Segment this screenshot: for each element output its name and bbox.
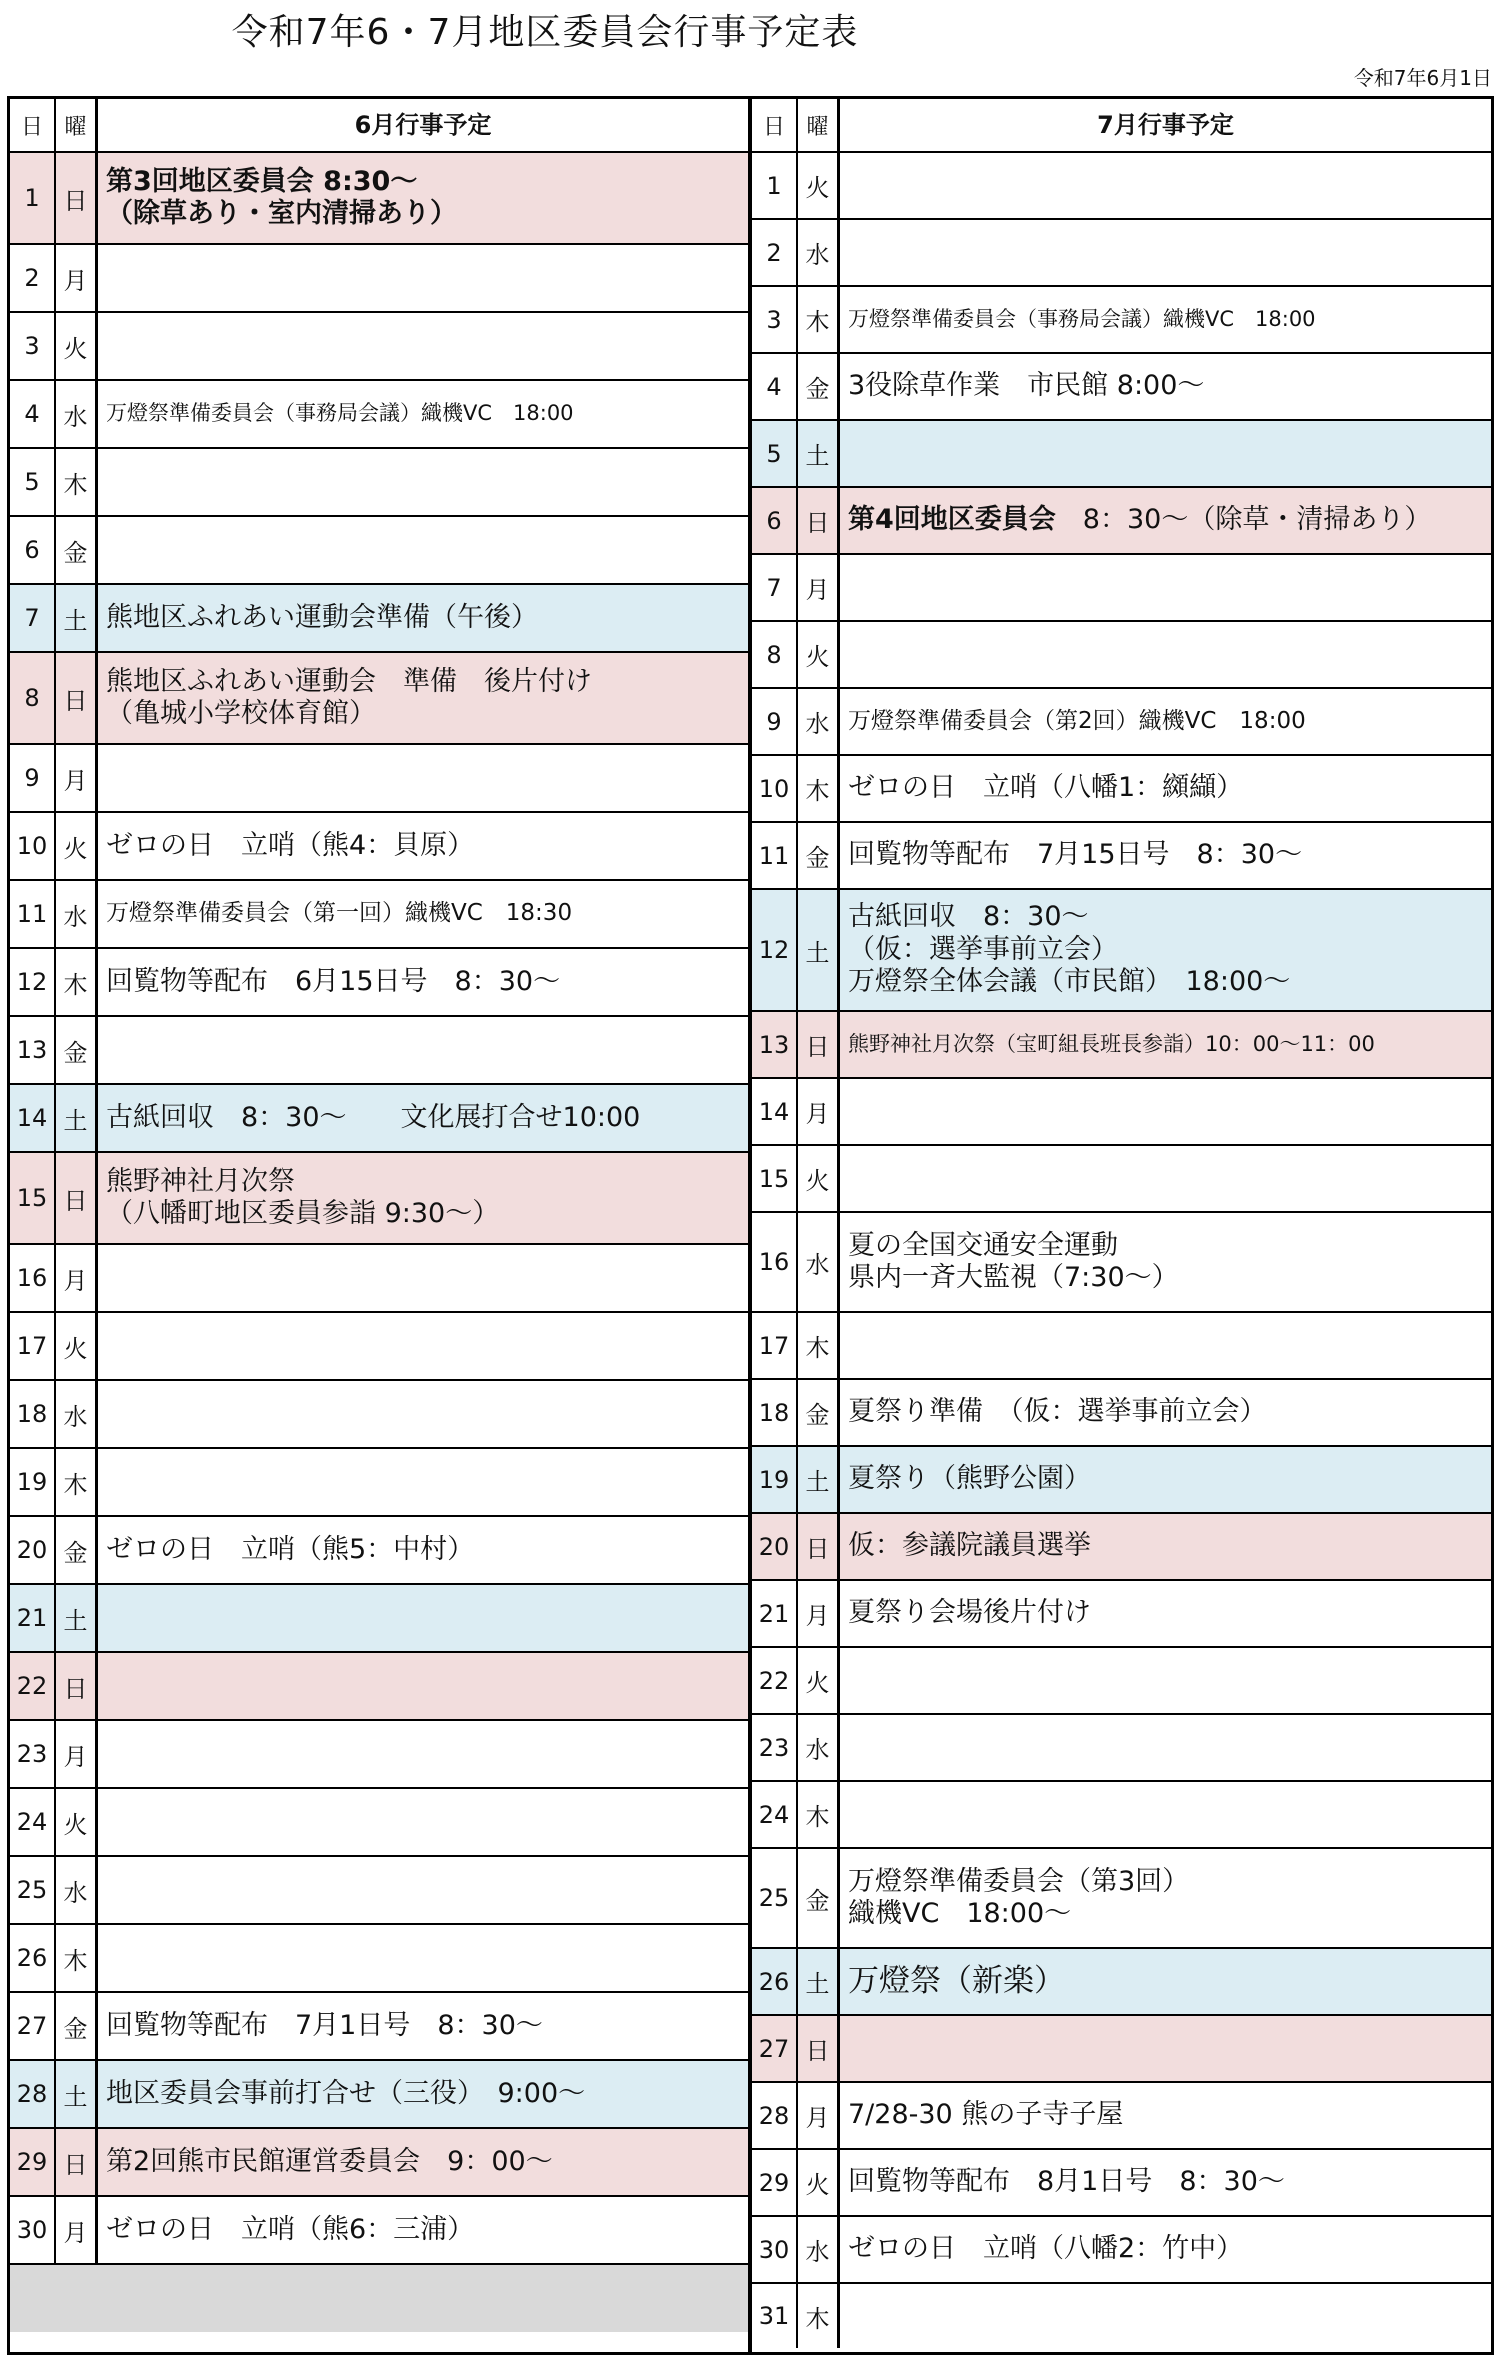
weekday-cell: 水 [56,881,98,947]
table-row [10,1585,748,1653]
table-row [10,1381,748,1449]
table-row [10,153,748,245]
weekday-cell: 水 [56,381,98,447]
weekday-cell: 日 [798,488,840,553]
event-cell [98,1017,748,1083]
june-header-row [10,99,748,153]
day-cell: 20 [752,1514,798,1579]
day-cell: 14 [752,1079,798,1144]
weekday-cell: 火 [56,813,98,879]
day-column-header: 日 [752,99,798,151]
events-column-header: 7月行事予定 [1097,110,1234,139]
weekday-cell: 月 [798,2083,840,2148]
day-cell: 9 [752,689,798,754]
weekday-cell: 日 [56,153,98,243]
event-cell: ゼロの日 立哨（八幡2：竹中） [848,2233,1244,2265]
event-cell: 地区委員会事前打合せ（三役） 9:00～ [106,2077,586,2109]
weekday-cell: 木 [798,1782,840,1847]
table-row [752,1648,1491,1715]
day-cell: 30 [752,2217,798,2282]
event-cell [840,1079,1491,1144]
table-row [10,1993,748,2061]
table-row [752,756,1491,823]
table-row [752,622,1491,689]
event-cell [98,1313,748,1379]
event-cell: ゼロの日 立哨（熊6：三浦） [106,2213,475,2245]
event-cell: 7/28-30 熊の子寺子屋 [848,2099,1124,2131]
day-cell: 29 [752,2150,798,2215]
day-cell: 18 [10,1381,56,1447]
event-cell: 回覧物等配布 8月1日号 8：30～ [848,2166,1285,2198]
table-row [752,1447,1491,1514]
table-row [10,1449,748,1517]
event-cell [840,1313,1491,1378]
table-row [752,421,1491,488]
table-row [752,1715,1491,1782]
table-row [752,2217,1491,2284]
event-cell [98,1245,748,1311]
event-cell [98,313,748,379]
weekday-cell: 月 [56,1721,98,1787]
day-cell: 5 [10,449,56,515]
day-cell: 13 [10,1017,56,1083]
table-row [752,2083,1491,2150]
weekday-cell: 金 [56,1993,98,2059]
weekday-cell: 木 [56,949,98,1015]
event-cell [98,1789,748,1855]
weekday-cell: 月 [56,745,98,811]
weekday-cell: 火 [56,313,98,379]
day-cell: 1 [10,153,56,243]
weekday-cell: 金 [798,354,840,419]
day-cell: 19 [10,1449,56,1515]
day-cell: 22 [752,1648,798,1713]
weekday-cell: 金 [56,1517,98,1583]
day-cell: 28 [752,2083,798,2148]
table-row [752,1514,1491,1581]
event-cell [98,1857,748,1923]
table-row [752,689,1491,756]
weekday-cell: 土 [56,1585,98,1651]
table-row [10,2061,748,2129]
event-cell [840,220,1491,285]
table-row [752,220,1491,287]
day-cell: 17 [10,1313,56,1379]
day-cell: 21 [752,1581,798,1646]
table-row [752,153,1491,220]
weekday-cell: 土 [56,585,98,651]
day-cell: 25 [752,1849,798,1947]
day-cell: 22 [10,1653,56,1719]
day-cell: 14 [10,1085,56,1151]
weekday-cell: 水 [798,689,840,754]
event-cell: 熊野神社月次祭（宝町組長班長参詣）10：00～11：00 [848,1031,1375,1056]
weekday-cell: 日 [798,1514,840,1579]
weekday-cell: 月 [798,1079,840,1144]
day-cell: 15 [10,1153,56,1243]
day-cell: 23 [752,1715,798,1780]
event-cell [840,421,1491,486]
table-row [10,1653,748,1721]
table-row [752,555,1491,622]
weekday-cell: 木 [56,449,98,515]
table-row [10,313,748,381]
event-cell [840,1782,1491,1847]
event-cell [840,622,1491,687]
weekday-cell: 火 [798,1648,840,1713]
weekday-cell: 水 [798,1213,840,1311]
event-cell [98,1585,748,1651]
july-header-row [752,99,1491,153]
event-cell [840,1648,1491,1713]
table-row [10,2129,748,2197]
event-cell [98,1925,748,1991]
event-cell [98,517,748,583]
day-cell: 12 [752,890,798,1010]
event-cell: ゼロの日 立哨（熊4：貝原） [106,829,475,861]
weekday-cell: 月 [56,245,98,311]
day-cell: 3 [10,313,56,379]
day-cell: 10 [752,756,798,821]
event-bold-text: 第4回地区委員会 [848,504,1056,536]
weekday-cell: 火 [798,2150,840,2215]
table-row [10,517,748,585]
day-cell: 4 [10,381,56,447]
event-cell: 回覧物等配布 7月1日号 8：30～ [106,2009,543,2041]
event-cell: 万燈祭準備委員会（第一回）織機VC 18:30 [106,900,573,927]
table-row [10,449,748,517]
weekday-cell: 火 [798,1146,840,1211]
day-cell: 24 [752,1782,798,1847]
table-row [752,488,1491,555]
event-cell [98,245,748,311]
table-row [752,823,1491,890]
event-cell: 夏の全国交通安全運動 県内一斉大監視（7:30～） [848,1229,1179,1293]
event-cell [840,2016,1491,2081]
event-cell: 回覧物等配布 6月15日号 8：30～ [106,965,561,997]
weekday-cell: 金 [56,1017,98,1083]
table-row [10,585,748,653]
table-row [10,949,748,1017]
event-cell: 熊地区ふれあい運動会準備（午後） [106,601,538,633]
event-cell: 3役除草作業 市民館 8:00～ [848,370,1205,402]
event-cell: 万燈祭（新楽） [848,1962,1065,1999]
table-row [10,745,748,813]
table-row [10,1085,748,1153]
weekday-cell: 日 [798,2016,840,2081]
day-cell: 2 [10,245,56,311]
day-cell: 7 [10,585,56,651]
day-cell: 9 [10,745,56,811]
weekday-cell: 土 [798,1949,840,2014]
weekday-cell: 火 [56,1313,98,1379]
weekday-cell: 金 [56,517,98,583]
weekday-cell: 日 [56,1653,98,1719]
table-row [752,890,1491,1012]
day-cell: 26 [10,1925,56,1991]
table-row [752,287,1491,354]
event-cell: 仮：参議院議員選挙 [848,1530,1091,1562]
day-cell: 27 [10,1993,56,2059]
table-row [10,1925,748,1993]
june-schedule-table [7,96,751,2355]
weekday-cell: 月 [56,1245,98,1311]
weekday-cell: 水 [798,1715,840,1780]
day-cell: 30 [10,2197,56,2263]
day-cell: 12 [10,949,56,1015]
day-cell: 8 [10,653,56,743]
issue-date: 令和7年6月1日 [1353,66,1492,90]
weekday-cell: 土 [798,1447,840,1512]
weekday-cell: 月 [798,555,840,620]
weekday-cell: 水 [56,1857,98,1923]
table-row [10,1017,748,1085]
table-row [752,1213,1491,1313]
day-cell: 26 [752,1949,798,2014]
event-cell [840,2284,1491,2348]
day-cell: 11 [752,823,798,888]
weekday-cell: 水 [798,2217,840,2282]
weekday-cell: 土 [798,890,840,1010]
day-cell: 17 [752,1313,798,1378]
day-cell: 29 [10,2129,56,2195]
weekday-column-header: 曜 [56,99,98,151]
page-title: 令和7年6・7月地区委員会行事予定表 [231,12,859,53]
table-row [10,881,748,949]
day-cell: 8 [752,622,798,687]
event-cell [98,1653,748,1719]
table-row [10,2197,748,2265]
day-cell: 5 [752,421,798,486]
event-cell [98,1721,748,1787]
table-row [10,813,748,881]
table-row [752,1849,1491,1949]
day-cell: 23 [10,1721,56,1787]
table-row [752,354,1491,421]
day-cell: 16 [10,1245,56,1311]
weekday-cell: 土 [56,1085,98,1151]
weekday-cell: 火 [56,1789,98,1855]
weekday-cell: 日 [798,1012,840,1077]
events-column-header: 6月行事予定 [354,110,492,139]
event-cell [98,1449,748,1515]
event-cell: ゼロの日 立哨（八幡1：纐纈） [848,772,1244,804]
event-cell [840,555,1491,620]
weekday-cell: 日 [56,653,98,743]
weekday-cell: 金 [798,1380,840,1445]
event-cell [840,1715,1491,1780]
weekday-cell: 日 [56,1153,98,1243]
event-cell: 万燈祭準備委員会（事務局会議）織機VC 18:00 [848,306,1316,331]
event-cell [98,745,748,811]
event-cell: 第3回地区委員会 8:30～ （除草あり・室内清掃あり） [106,165,457,229]
event-cell [98,1381,748,1447]
weekday-cell: 木 [56,1449,98,1515]
july-schedule-table [749,96,1494,2355]
table-row [752,1782,1491,1849]
table-row [10,1153,748,1245]
day-cell: 3 [752,287,798,352]
weekday-cell: 土 [798,421,840,486]
table-row [10,1789,748,1857]
event-cell: 夏祭り（熊野公園） [848,1463,1091,1495]
table-row [752,1146,1491,1213]
event-cell [840,1146,1491,1211]
event-cell: 夏祭り会場後片付け [848,1597,1091,1629]
event-cell: 古紙回収 8：30～ 文化展打合せ10:00 [106,1101,641,1133]
weekday-cell: 火 [798,622,840,687]
table-row [752,1949,1491,2016]
table-row [10,1857,748,1925]
event-cell: 万燈祭準備委員会（第3回） 織機VC 18:00～ [848,1865,1190,1929]
day-cell: 25 [10,1857,56,1923]
weekday-column-header: 曜 [798,99,840,151]
weekday-cell: 金 [798,1849,840,1947]
table-row [752,2016,1491,2083]
table-row [10,1517,748,1585]
day-cell: 6 [10,517,56,583]
table-row [10,245,748,313]
weekday-cell: 木 [798,756,840,821]
empty-filler-row [10,2265,748,2332]
event-cell [98,449,748,515]
day-cell: 13 [752,1012,798,1077]
weekday-cell: 土 [56,2061,98,2127]
table-row [752,2150,1491,2217]
event-text: 8：30～（除草・清掃あり） [1055,504,1432,536]
event-cell [840,488,1491,553]
weekday-cell: 日 [56,2129,98,2195]
day-column-header: 日 [10,99,56,151]
table-row [752,1581,1491,1648]
weekday-cell: 木 [798,287,840,352]
weekday-cell: 火 [798,153,840,218]
event-cell: 万燈祭準備委員会（事務局会議）織機VC 18:00 [106,401,574,426]
day-cell: 28 [10,2061,56,2127]
weekday-cell: 木 [56,1925,98,1991]
table-row [10,653,748,745]
event-cell: 回覧物等配布 7月15日号 8：30～ [848,839,1303,871]
table-row [752,1079,1491,1146]
table-row [752,1380,1491,1447]
day-cell: 15 [752,1146,798,1211]
weekday-cell: 金 [798,823,840,888]
day-cell: 18 [752,1380,798,1445]
day-cell: 1 [752,153,798,218]
day-cell: 20 [10,1517,56,1583]
table-row [10,1313,748,1381]
day-cell: 31 [752,2284,798,2348]
weekday-cell: 木 [798,2284,840,2348]
table-row [10,381,748,449]
weekday-cell: 水 [56,1381,98,1447]
day-cell: 11 [10,881,56,947]
event-cell: 熊地区ふれあい運動会 準備 後片付け （亀城小学校体育館） [106,665,592,729]
table-row [752,2284,1491,2348]
event-cell: 古紙回収 8：30～ （仮：選挙事前立会） 万燈祭全体会議（市民館） 18:00～ [848,901,1291,998]
day-cell: 24 [10,1789,56,1855]
day-cell: 7 [752,555,798,620]
event-cell: 第2回熊市民館運営委員会 9：00～ [106,2145,553,2177]
weekday-cell: 月 [56,2197,98,2263]
table-row [752,1012,1491,1079]
event-cell: 万燈祭準備委員会（第2回）織機VC 18:00 [848,707,1306,734]
event-cell: 熊野神社月次祭 （八幡町地区委員参詣 9:30～） [106,1165,500,1229]
table-row [10,1721,748,1789]
weekday-cell: 木 [798,1313,840,1378]
day-cell: 10 [10,813,56,879]
day-cell: 2 [752,220,798,285]
table-row [752,1313,1491,1380]
day-cell: 16 [752,1213,798,1311]
day-cell: 27 [752,2016,798,2081]
table-row [10,1245,748,1313]
day-cell: 19 [752,1447,798,1512]
day-cell: 21 [10,1585,56,1651]
weekday-cell: 水 [798,220,840,285]
event-cell: 夏祭り準備 （仮：選挙事前立会） [848,1396,1267,1428]
day-cell: 6 [752,488,798,553]
event-cell [840,153,1491,218]
weekday-cell: 月 [798,1581,840,1646]
event-cell: ゼロの日 立哨（熊5：中村） [106,1533,475,1565]
day-cell: 4 [752,354,798,419]
